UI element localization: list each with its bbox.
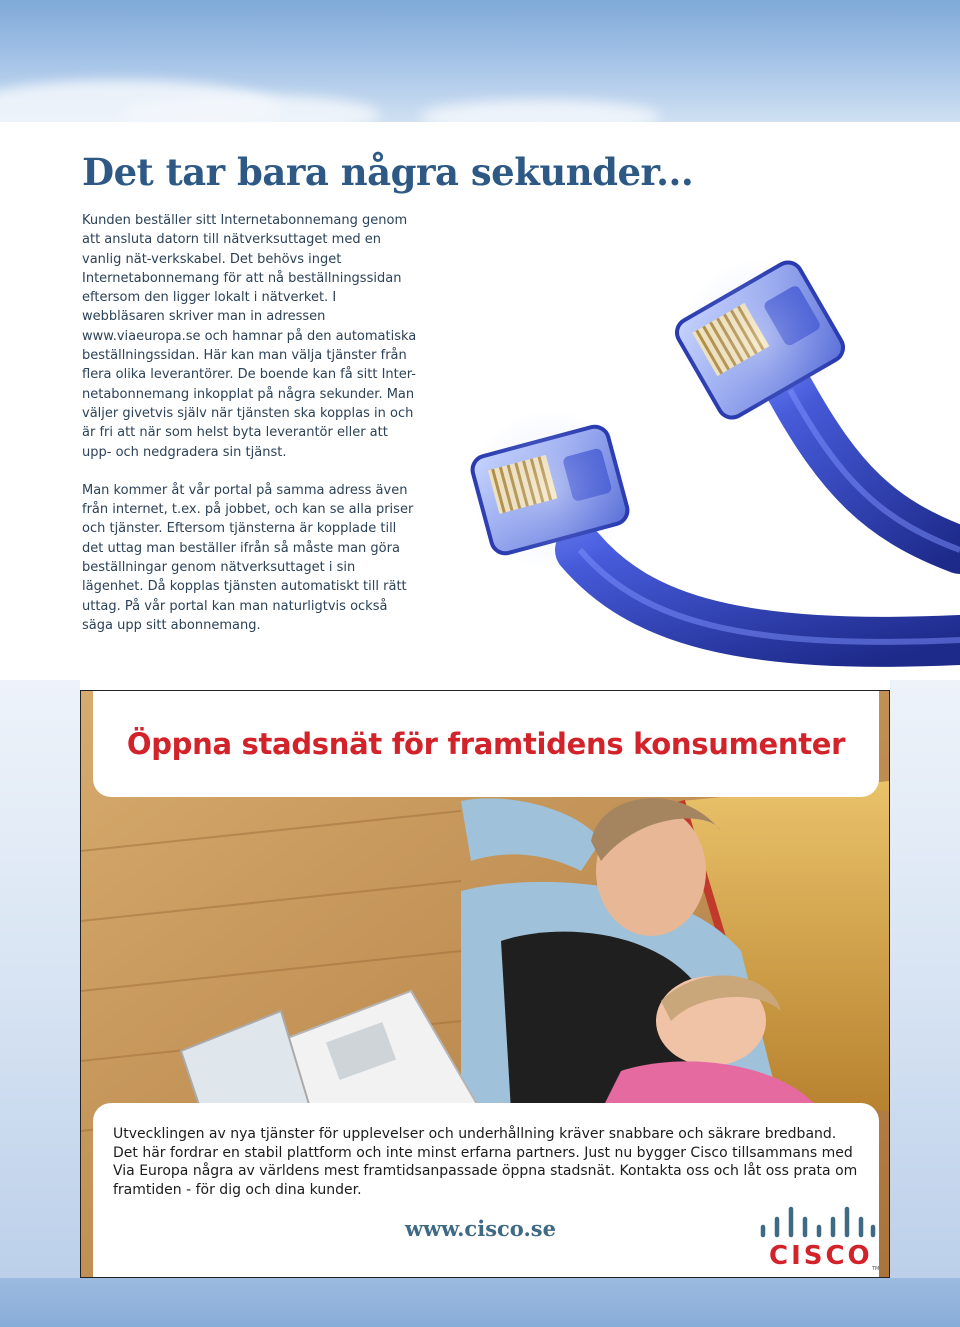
- sky-banner: [0, 0, 960, 122]
- cisco-advertisement: [80, 690, 890, 1278]
- page-title: Det tar bara några sekunder...: [82, 150, 694, 194]
- ad-text-box: [93, 1103, 879, 1278]
- left-sky-band: [0, 680, 80, 1278]
- sky-footer: [0, 1278, 960, 1327]
- trademark-mark: TM: [872, 1266, 880, 1272]
- ad-body-text: Utvecklingen av nya tjänster för upplevelser och underhållning kräver snabbare och säkrare bredband. Det här fordrar en stabil plattform och inte minst erfarna partners. Just nu bygger Cisco tillsammans med Via Europa några av världens mest framtidsanpassade öppna stadsnät. Kontakta oss och låt oss prata om framtiden - för dig och dina kunder.: [113, 1126, 858, 1198]
- ad-title-box: [93, 691, 879, 797]
- ad-url-link[interactable]: www.cisco.se: [405, 1216, 556, 1241]
- article-paragraph-1: Kunden beställer sitt Internetabonnemang genom att ansluta datorn till nätverksuttaget med en vanlig nät-verkskabel. Det behövs inget Internetabonnemang för att nå beställningssidan eftersom den ligger lokalt i nätverket. I webbläsaren skriver man in adressen www.viaeuropa.se och hamnar på den automatiska beställningssidan. Här kan man välja tjänster från flera olika leverantörer. De boende kan få sitt Inter-netabonnemang inkopplat på några sekunder. Man väljer givetvis själv när tjänsten ska kopplas in och är fri att när som helst byta leverantör eller att upp- och nedgradera sin tjänst.: [82, 213, 417, 460]
- article-body: [82, 211, 417, 654]
- right-sky-band: [890, 680, 960, 1278]
- ad-title: Öppna stadsnät för framtidens konsumenter: [126, 727, 846, 761]
- ethernet-cable-icon: [460, 220, 960, 680]
- article-paragraph-2: Man kommer åt vår portal på samma adress även från internet, t.ex. på jobbet, och kan se alla priser och tjänster. Eftersom tjänsterna är kopplade till det uttag man beställer ifrån så måste man göra beställningar genom nätverksuttaget i sin lägenhet. Då kopplas tjänsten automatiskt till rätt uttag. På vår portal kan man naturligtvis också säga upp sitt abonnemang.: [82, 482, 414, 633]
- cisco-wordmark: CISCO: [769, 1241, 873, 1271]
